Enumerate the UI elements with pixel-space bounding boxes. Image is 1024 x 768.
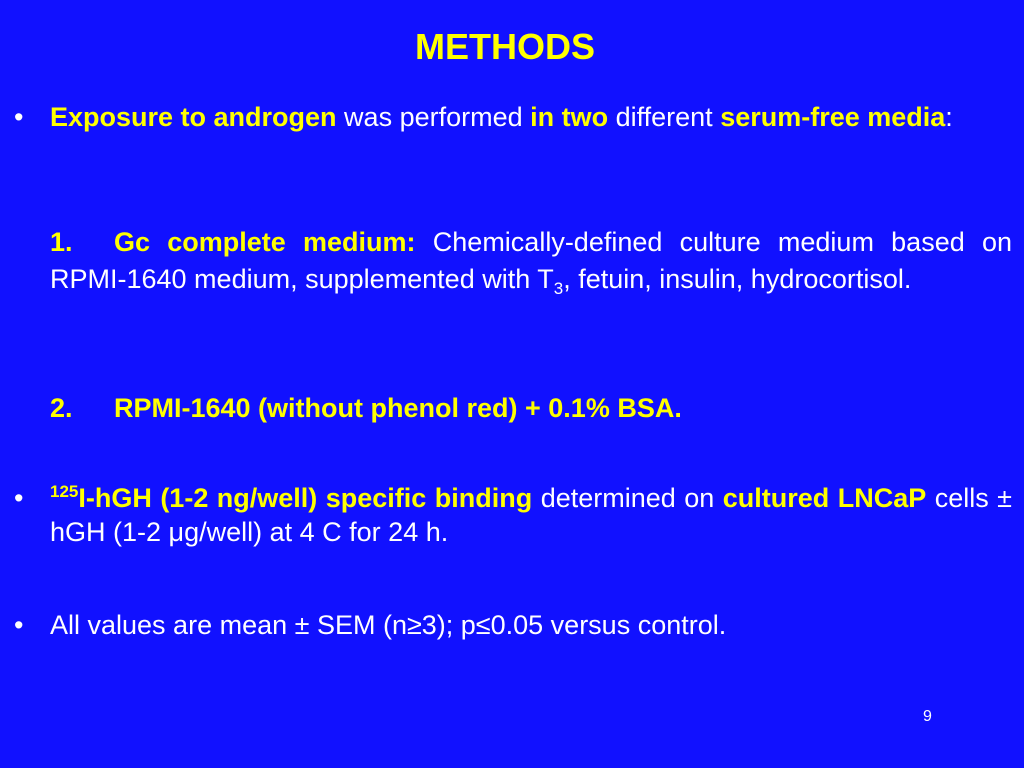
text-segment: cells ± hGH (1-2 <box>50 483 1013 547</box>
highlight-lncap: cultured LNCaP <box>722 483 927 513</box>
text-segment: was performed <box>336 102 531 132</box>
page-number: 9 <box>923 708 932 725</box>
medium-item-1 <box>50 224 1012 298</box>
highlight-serum-free: serum-free media <box>720 102 946 132</box>
highlight-binding: I-hGH (1-2 ng/well) specific binding <box>78 483 533 513</box>
subscript: 3 <box>553 279 564 298</box>
bullet-marker: • <box>14 610 24 640</box>
bullet-marker: • <box>14 102 24 132</box>
item-number: 2. <box>50 393 73 423</box>
bullet-text <box>50 100 1012 134</box>
text-segment: determined on <box>532 483 723 513</box>
mu-symbol: μ <box>168 517 185 547</box>
item-number: 1. <box>50 227 73 257</box>
text-segment: different <box>608 102 721 132</box>
text-segment: : <box>945 102 953 132</box>
item-label: Gc complete medium: <box>114 227 416 257</box>
slide-title: METHODS <box>415 26 595 67</box>
bullet-exposure <box>14 100 1012 134</box>
bullet-text: All values are mean ± SEM (n≥3); p≤0.05 versus control. <box>50 610 727 640</box>
text-segment: g/well) at 4 C for 24 h. <box>184 517 449 547</box>
highlight-exposure: Exposure to androgen <box>50 102 337 132</box>
bullet-binding <box>14 481 1012 549</box>
medium-item-2 <box>50 390 1012 427</box>
item-text: , fetuin, insulin, hydrocortisol. <box>563 264 912 294</box>
bullet-marker: • <box>14 483 24 513</box>
bullet-text <box>50 481 1012 549</box>
bullet-statistics <box>14 608 1012 642</box>
superscript: 125 <box>50 482 79 501</box>
item-text: Chemically-defined culture medium based on RPMI-1640 medium, supplemented with T <box>50 227 1012 294</box>
highlight-in-two: in two <box>530 102 609 132</box>
item-text: RPMI-1640 (without phenol red) + 0.1% BSA. <box>114 393 682 423</box>
